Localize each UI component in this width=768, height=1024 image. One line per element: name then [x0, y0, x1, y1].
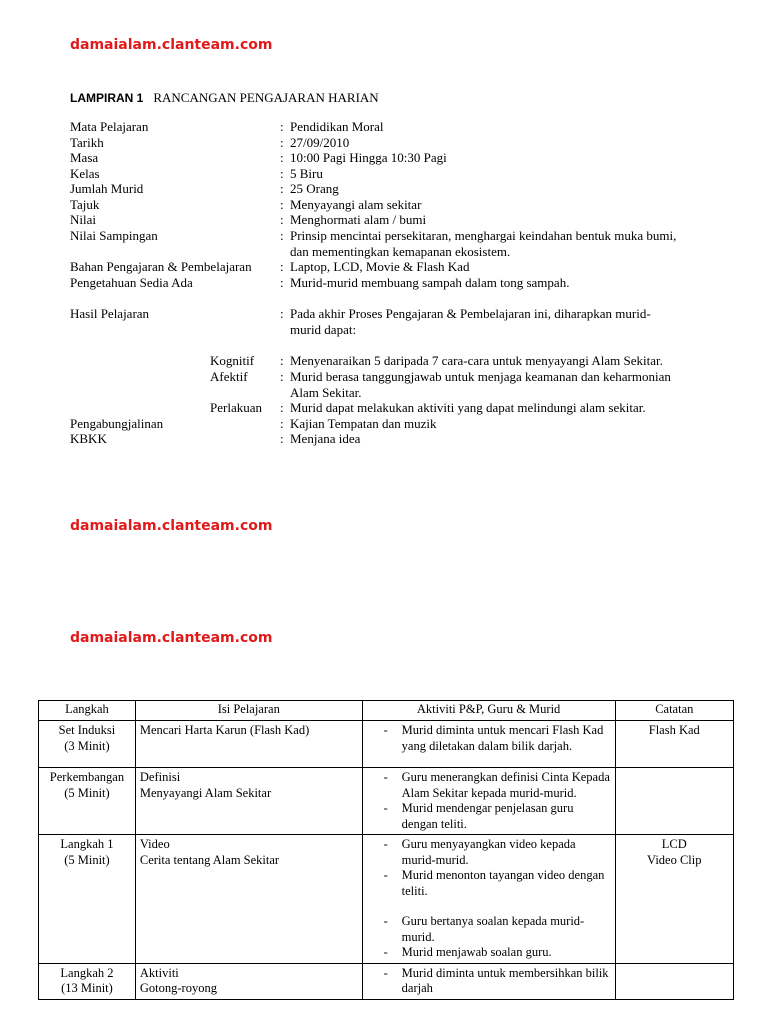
cell-aktiviti: [362, 835, 615, 964]
table-header-row: [39, 701, 734, 721]
cell-line: Menyayangi Alam Sekitar: [139, 785, 272, 800]
activity-item: - Murid mendengar penjelasan guru dengan teliti.: [367, 801, 611, 832]
outcome-value: Menyenaraikan 5 daripada 7 cara-cara untuk menyayangi Alam Sekitar.: [290, 353, 663, 368]
field-label: KBKK: [70, 431, 107, 446]
document-title: [70, 90, 379, 106]
field-label: Pengetahuan Sedia Ada: [70, 274, 193, 290]
lesson-plan-table: [38, 700, 734, 1000]
col-header-catatan: Catatan: [615, 701, 733, 721]
cell-langkah: [39, 963, 136, 999]
field-label: Nilai Sampingan: [70, 228, 158, 243]
cell-line: (5 Minit): [64, 852, 110, 867]
field-value: Pendidikan Moral: [290, 119, 384, 134]
field-value: Kajian Tempatan dan muzik: [290, 415, 437, 431]
field-value: Laptop, LCD, Movie & Flash Kad: [290, 259, 470, 274]
cell-aktiviti: [362, 768, 615, 835]
table-row: [39, 963, 734, 999]
field-value: Pada akhir Proses Pengajaran & Pembelajaran ini, diharapkan murid-: [290, 306, 651, 321]
col-header-langkah: Langkah: [39, 701, 136, 721]
field-value: Prinsip mencintai persekitaran, menghargai keindahan bentuk muka bumi,: [290, 228, 677, 243]
cell-isi: [135, 768, 362, 835]
field-label: Jumlah Murid: [70, 181, 144, 196]
cell-line: Mencari Harta Karun (Flash Kad): [139, 723, 310, 737]
lampiran-label: LAMPIRAN 1: [70, 91, 144, 105]
cell-line: Video Clip: [647, 852, 702, 867]
cell-line: (13 Minit): [61, 981, 113, 995]
activity-item: - Murid menjawab soalan guru.: [367, 945, 611, 961]
field-value: Menyayangi alam sekitar: [290, 196, 422, 212]
field-label: Hasil Pelajaran: [70, 306, 150, 321]
col-header-aktiviti: Aktiviti P&P, Guru & Murid: [362, 701, 615, 721]
outcome-label: Kognitif: [210, 353, 255, 368]
field-value: 5 Biru: [290, 165, 323, 181]
field-label: Masa: [70, 150, 99, 165]
outcome-label: Afektif: [210, 369, 248, 384]
activity-item: - Murid diminta untuk membersihkan bilik darjah: [367, 966, 611, 997]
cell-line: Aktiviti: [139, 965, 179, 980]
outcome-value: Murid dapat melakukan aktiviti yang dapat melindungi alam sekitar.: [290, 400, 646, 415]
activity-item: - Guru bertanya soalan kepada murid-murid.: [367, 914, 611, 945]
cell-line: Perkembangan: [49, 770, 125, 784]
cell-isi: [135, 835, 362, 964]
cell-line: Langkah 1: [60, 837, 114, 851]
cell-aktiviti: [362, 963, 615, 999]
cell-line: Video: [139, 837, 170, 851]
outcome-value: Alam Sekitar.: [290, 384, 362, 400]
outcome-value: Murid berasa tanggungjawab untuk menjaga keamanan dan keharmonian: [290, 369, 671, 384]
field-label: Nilai: [70, 212, 96, 227]
activity-item: - Murid diminta untuk mencari Flash Kad yang diletakan dalam bilik darjah.: [367, 723, 611, 754]
cell-line: Langkah 2: [60, 965, 114, 980]
cell-catatan: [615, 721, 733, 768]
cell-langkah: [39, 835, 136, 964]
cell-aktiviti: [362, 721, 615, 768]
cell-line: Gotong-royong: [139, 981, 217, 995]
cell-line: Cerita tentang Alam Sekitar: [139, 852, 280, 867]
cell-isi: [135, 963, 362, 999]
title-text: RANCANGAN PENGAJARAN HARIAN: [153, 90, 379, 105]
cell-line: (5 Minit): [64, 785, 110, 800]
activity-item: - Guru menyayangkan video kepada murid-murid.: [367, 837, 611, 868]
cell-catatan: [615, 768, 733, 835]
field-value: dan mementingkan kemapanan ekosistem.: [290, 243, 511, 259]
cell-line: Flash Kad: [648, 723, 700, 737]
cell-isi: [135, 721, 362, 768]
col-header-isi: Isi Pelajaran: [135, 701, 362, 721]
cell-catatan: [615, 835, 733, 964]
outcome-label: Perlakuan: [210, 400, 262, 415]
table-row: [39, 768, 734, 835]
cell-langkah: [39, 721, 136, 768]
table-row: [39, 835, 734, 964]
watermark-text: damaialam.clanteam.com: [70, 37, 273, 53]
cell-line: LCD: [661, 837, 687, 851]
field-label: Pengabungjalinan: [70, 415, 164, 431]
field-value: Menjana idea: [290, 431, 361, 446]
field-label: Tajuk: [70, 196, 100, 212]
field-value: 27/09/2010: [290, 134, 350, 150]
cell-line: (3 Minit): [64, 738, 110, 753]
cell-line: Definisi: [139, 770, 181, 784]
field-value: Murid-murid membuang sampah dalam tong sampah.: [290, 274, 570, 290]
cell-langkah: [39, 768, 136, 835]
cell-catatan: [615, 963, 733, 999]
field-label: Mata Pelajaran: [70, 119, 149, 134]
field-label: Tarikh: [70, 134, 104, 150]
activity-item: - Guru menerangkan definisi Cinta Kepada Alam Sekitar kepada murid-murid.: [367, 770, 611, 801]
field-label: Bahan Pengajaran & Pembelajaran: [70, 259, 252, 274]
field-value: murid dapat:: [290, 321, 357, 337]
cell-line: Set Induksi: [58, 723, 116, 737]
field-label: Kelas: [70, 165, 100, 181]
table-row: [39, 721, 734, 768]
watermark-text: damaialam.clanteam.com: [70, 630, 273, 646]
field-value: Menghormati alam / bumi: [290, 212, 427, 227]
watermark-text: damaialam.clanteam.com: [70, 518, 273, 534]
activity-item: - Murid menonton tayangan video dengan teliti.: [367, 868, 611, 899]
field-value: 25 Orang: [290, 181, 339, 196]
field-value: 10:00 Pagi Hingga 10:30 Pagi: [290, 150, 447, 165]
